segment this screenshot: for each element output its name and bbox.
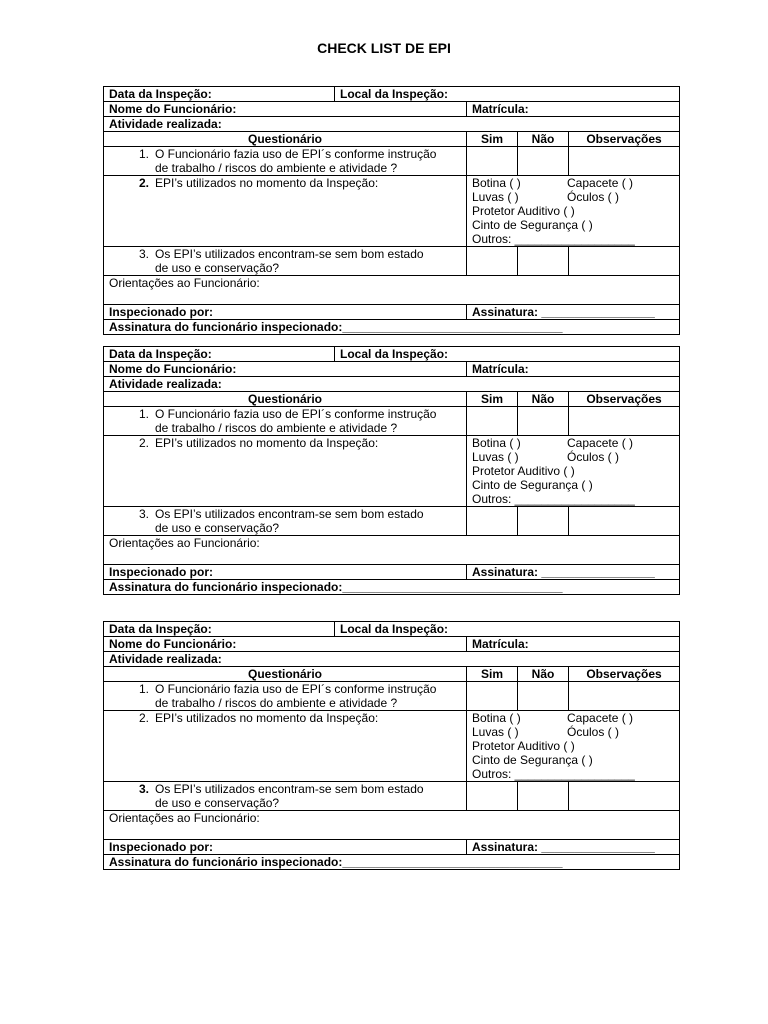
checklist-form-1 [103,86,680,335]
signature-field[interactable]: Assinatura: _________________ [467,305,680,320]
questionnaire-header: Questionário [104,667,467,682]
yes-header: Sim [467,392,518,407]
luvas-option[interactable]: Luvas ( ) [472,725,519,739]
capacete-option[interactable]: Capacete ( ) [567,436,634,450]
yes-cell[interactable] [467,247,518,276]
yes-header: Sim [467,132,518,147]
observations-header: Observações [569,667,680,682]
question-3 [104,507,467,536]
question-1 [104,147,467,176]
questionnaire-header: Questionário [104,392,467,407]
question-text: Os EPI’s utilizados encontram-se sem bom estado [155,507,424,521]
checklist-form-2 [103,346,680,595]
question-1 [104,407,467,436]
epi-options [467,711,680,782]
question-text: Os EPI’s utilizados encontram-se sem bom estado [155,247,424,261]
question-text: de uso e conservação? [155,796,280,810]
employee-signature-field[interactable]: Assinatura do funcionário inspecionado:_________________________________ [104,855,680,870]
signature-field[interactable]: Assinatura: _________________ [467,840,680,855]
yes-cell[interactable] [467,147,518,176]
question-text: EPI’s utilizados no momento da Inspeção: [155,711,379,725]
question-text: O Funcionário fazia uso de EPI´s conforme instrução [155,407,437,421]
question-2 [104,436,467,507]
employee-name-field[interactable]: Nome do Funcionário: [104,637,467,652]
no-cell[interactable] [518,407,569,436]
oculos-option[interactable]: Óculos ( ) [567,725,620,739]
no-cell[interactable] [518,507,569,536]
observations-cell[interactable] [569,407,680,436]
guidance-field[interactable]: Orientações ao Funcionário: [104,276,680,305]
questionnaire-header: Questionário [104,132,467,147]
inspected-by-field[interactable]: Inspecionado por: [104,840,467,855]
yes-header: Sim [467,667,518,682]
no-header: Não [518,132,569,147]
observations-cell[interactable] [569,507,680,536]
cinto-option[interactable]: Cinto de Segurança ( ) [472,753,593,767]
question-number: 3. [138,507,149,521]
epi-options [467,176,680,247]
question-number: 3. [138,247,149,261]
signature-field[interactable]: Assinatura: _________________ [467,565,680,580]
guidance-field[interactable]: Orientações ao Funcionário: [104,811,680,840]
observations-cell[interactable] [569,682,680,711]
employee-name-field[interactable]: Nome do Funcionário: [104,102,467,117]
inspected-by-field[interactable]: Inspecionado por: [104,305,467,320]
page-title: CHECK LIST DE EPI [317,40,451,56]
observations-cell[interactable] [569,147,680,176]
question-number: 1. [138,407,149,421]
question-text: de uso e conservação? [155,261,280,275]
observations-header: Observações [569,392,680,407]
question-3 [104,782,467,811]
no-header: Não [518,392,569,407]
yes-cell[interactable] [467,507,518,536]
question-number: 1. [138,147,149,161]
registration-field[interactable]: Matrícula: [467,102,680,117]
employee-name-field[interactable]: Nome do Funcionário: [104,362,467,377]
question-text: O Funcionário fazia uso de EPI´s conforme instrução [155,682,437,696]
no-cell[interactable] [518,782,569,811]
inspection-location-field[interactable]: Local da Inspeção: [335,347,680,362]
yes-cell[interactable] [467,682,518,711]
question-1 [104,682,467,711]
luvas-option[interactable]: Luvas ( ) [472,450,519,464]
inspection-location-field[interactable]: Local da Inspeção: [335,622,680,637]
observations-cell[interactable] [569,782,680,811]
observations-cell[interactable] [569,247,680,276]
capacete-option[interactable]: Capacete ( ) [567,711,634,725]
registration-field[interactable]: Matrícula: [467,362,680,377]
yes-cell[interactable] [467,407,518,436]
employee-signature-field[interactable]: Assinatura do funcionário inspecionado:_________________________________ [104,580,680,595]
inspection-date-field[interactable]: Data da Inspeção: [104,622,335,637]
protetor-option[interactable]: Protetor Auditivo ( ) [472,204,575,218]
question-text: EPI’s utilizados no momento da Inspeção: [155,176,379,190]
inspected-by-field[interactable]: Inspecionado por: [104,565,467,580]
registration-field[interactable]: Matrícula: [467,637,680,652]
outros-option[interactable]: Outros: __________________ [472,492,635,506]
no-cell[interactable] [518,247,569,276]
cinto-option[interactable]: Cinto de Segurança ( ) [472,478,593,492]
checklist-form-3 [103,621,680,870]
question-text: EPI’s utilizados no momento da Inspeção: [155,436,379,450]
no-cell[interactable] [518,147,569,176]
luvas-option[interactable]: Luvas ( ) [472,190,519,204]
question-2 [104,711,467,782]
question-text: de uso e conservação? [155,521,280,535]
question-2 [104,176,467,247]
activity-field[interactable]: Atividade realizada: [104,117,680,132]
capacete-option[interactable]: Capacete ( ) [567,176,634,190]
botina-option[interactable]: Botina ( ) [472,711,521,725]
question-text: O Funcionário fazia uso de EPI´s conforme instrução [155,147,437,161]
question-text: de trabalho / riscos do ambiente e atividade ? [155,161,398,175]
oculos-option[interactable]: Óculos ( ) [567,450,620,464]
question-text: de trabalho / riscos do ambiente e atividade ? [155,421,398,435]
protetor-option[interactable]: Protetor Auditivo ( ) [472,464,575,478]
question-number: 2. [138,711,149,725]
question-number: 1. [138,682,149,696]
inspection-date-field[interactable]: Data da Inspeção: [104,87,335,102]
protetor-option[interactable]: Protetor Auditivo ( ) [472,739,575,753]
outros-option[interactable]: Outros: __________________ [472,232,635,246]
observations-header: Observações [569,132,680,147]
oculos-option[interactable]: Óculos ( ) [567,190,620,204]
epi-options [467,436,680,507]
activity-field[interactable]: Atividade realizada: [104,652,680,667]
botina-option[interactable]: Botina ( ) [472,176,521,190]
question-3 [104,247,467,276]
inspection-date-field[interactable]: Data da Inspeção: [104,347,335,362]
question-number: 2. [138,176,149,190]
activity-field[interactable]: Atividade realizada: [104,377,680,392]
inspection-location-field[interactable]: Local da Inspeção: [335,87,680,102]
botina-option[interactable]: Botina ( ) [472,436,521,450]
yes-cell[interactable] [467,782,518,811]
no-header: Não [518,667,569,682]
question-number: 3. [138,782,149,796]
question-number: 2. [138,436,149,450]
question-text: de trabalho / riscos do ambiente e atividade ? [155,696,398,710]
employee-signature-field[interactable]: Assinatura do funcionário inspecionado:_________________________________ [104,320,680,335]
no-cell[interactable] [518,682,569,711]
outros-option[interactable]: Outros: __________________ [472,767,635,781]
cinto-option[interactable]: Cinto de Segurança ( ) [472,218,593,232]
question-text: Os EPI’s utilizados encontram-se sem bom estado [155,782,424,796]
guidance-field[interactable]: Orientações ao Funcionário: [104,536,680,565]
